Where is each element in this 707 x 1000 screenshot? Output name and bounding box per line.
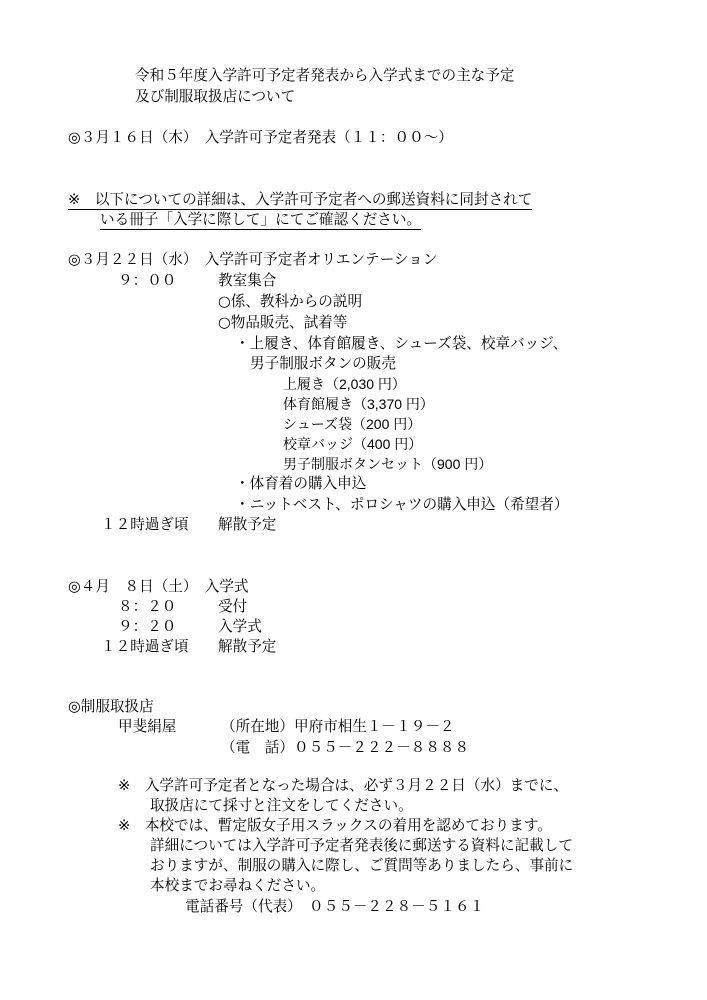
uniform-note-1-line-2: 取扱店にて採寸と注文をしてください。 — [150, 797, 413, 814]
orientation-end-text: 解散予定 — [218, 516, 277, 533]
ceremony-row-text: 受付 — [218, 598, 248, 615]
announcement-date: ◎３月１６日（木） 入学許可予定者発表（１１：００〜） — [68, 129, 453, 146]
page-title-line-1: 令和５年度入学許可予定者発表から入学式までの主な予定 — [135, 67, 515, 84]
uniform-note-2-line-4: 本校までお尋ねください。 — [150, 877, 326, 894]
shop-address: （所在地）甲府市相生１－１９－２ — [221, 718, 455, 735]
orientation-time: ９：００ — [118, 272, 177, 289]
sales-line-1: ・上履き、体育館履き、シューズ袋、校章バッジ、 — [235, 335, 568, 352]
ceremony-row-time: ９：２０ — [118, 618, 177, 635]
ceremony-heading: ◎４月 ８日（土） 入学式 — [68, 578, 249, 595]
orientation-heading: ◎３月２２日（水） 入学許可予定者オリエンテーション — [68, 251, 438, 268]
notice-line-2 — [100, 210, 421, 230]
price-item: シューズ袋（200 円） — [283, 416, 422, 432]
shop-phone: （電 話）０５５－２２２－８８８８ — [221, 739, 470, 756]
uniform-note-2-line-3: おりますが、制服の購入に際し、ご質問等ありましたら、事前に — [150, 857, 574, 874]
orientation-item-sales: ○物品販売、試着等 — [218, 314, 348, 331]
ceremony-row-time: １２時過ぎ頃 — [101, 638, 189, 655]
ceremony-row-text: 解散予定 — [218, 638, 277, 655]
sales-line-2: 男子制服ボタンの販売 — [250, 355, 396, 372]
price-item: 上履き（2,030 円） — [283, 376, 406, 392]
uniform-note-1-line-1: ※ 入学許可予定者となった場合は、必ず３月２２日（水）までに、 — [118, 777, 569, 794]
knit-vest-application: ・ニットベスト、ポロシャツの購入申込（希望者） — [235, 496, 569, 513]
notice-text-2: いる冊子「入学に際して」にてご確認ください。 — [100, 211, 422, 228]
price-item: 体育館履き（3,370 円） — [283, 396, 434, 412]
orientation-end-time: １２時過ぎ頃 — [101, 516, 189, 533]
orientation-gather: 教室集合 — [218, 272, 277, 289]
price-item: 校章バッジ（400 円） — [283, 436, 423, 452]
page-title-line-2: 及び制服取扱店について — [135, 88, 296, 105]
uniform-note-2-line-1: ※ 本校では、暫定版女子用スラックスの着用を認めております。 — [118, 817, 552, 834]
ceremony-row-time: ８：２０ — [118, 598, 177, 615]
uniform-note-2-line-2: 詳細については入学許可予定者発表後に郵送する資料に記載して — [150, 837, 573, 854]
uniform-heading: ◎制服取扱店 — [68, 698, 154, 715]
price-item: 男子制服ボタンセット（900 円） — [283, 456, 493, 472]
ceremony-row-text: 入学式 — [218, 618, 262, 635]
gym-wear-application: ・体育着の購入申込 — [235, 475, 367, 492]
notice-text-1: ※ 以下についての詳細は、入学許可予定者への郵送資料に同封されて — [68, 191, 533, 208]
orientation-item-explanation: ○係、教科からの説明 — [218, 293, 363, 310]
school-phone-number: 電話番号（代表） ０５５－２２８－５１６１ — [185, 898, 485, 915]
shop-name: 甲斐絹屋 — [118, 718, 177, 735]
notice-line-1 — [68, 190, 532, 210]
